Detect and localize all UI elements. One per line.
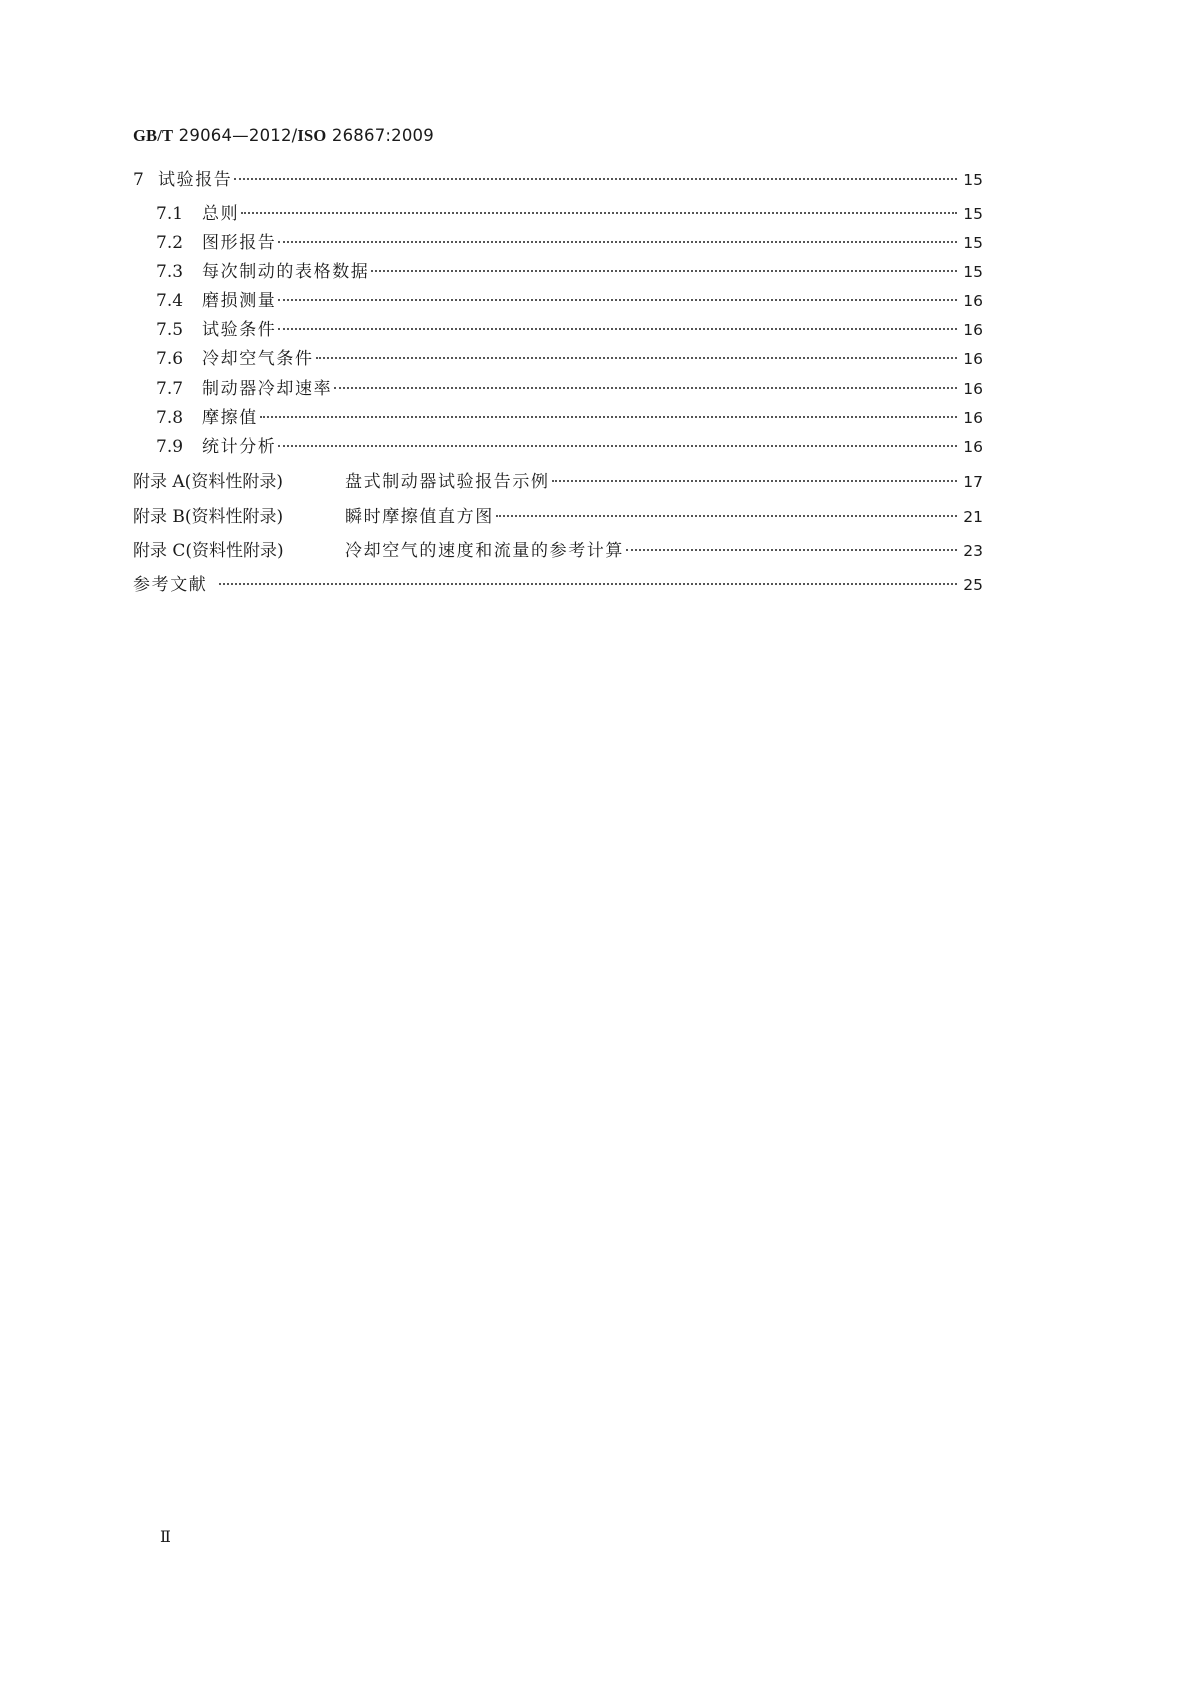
dot-leader bbox=[552, 480, 958, 482]
dot-leader bbox=[241, 212, 957, 214]
dot-leader bbox=[626, 549, 957, 551]
toc-entry-title: 统计分析 bbox=[202, 437, 277, 457]
toc-entry-bibliography[interactable] bbox=[133, 573, 983, 597]
toc-entry-page: 16 bbox=[963, 380, 983, 398]
toc-entry-title: 冷却空气条件 bbox=[202, 349, 314, 369]
standard-code-prefix: GB/T bbox=[133, 126, 174, 145]
toc-entry-page: 15 bbox=[963, 205, 983, 223]
toc-entry-number: 7.2 bbox=[156, 233, 184, 253]
toc-entry-page: 16 bbox=[963, 292, 983, 310]
toc-entry-page: 17 bbox=[963, 473, 983, 491]
toc-entry-page: 15 bbox=[963, 234, 983, 252]
toc-entry[interactable] bbox=[156, 260, 983, 284]
document-header bbox=[133, 126, 434, 146]
toc-entry-title: 图形报告 bbox=[202, 233, 277, 253]
toc-entry-page: 16 bbox=[963, 409, 983, 427]
toc-entry-number: 7 bbox=[133, 170, 144, 190]
toc-entry[interactable] bbox=[156, 231, 983, 255]
page-number: Ⅱ bbox=[160, 1527, 171, 1546]
dot-leader bbox=[219, 583, 957, 585]
toc-entry-number: 7.7 bbox=[156, 379, 184, 399]
toc-entry-number: 7.4 bbox=[156, 291, 184, 311]
toc-entry-annex-c[interactable] bbox=[133, 539, 983, 563]
toc-entry[interactable] bbox=[156, 289, 983, 313]
dot-leader bbox=[260, 416, 957, 418]
toc-entry-title: 磨损测量 bbox=[202, 291, 277, 311]
dot-leader bbox=[234, 178, 957, 180]
toc-entry-page: 21 bbox=[963, 508, 983, 526]
toc-entry-annex-a[interactable] bbox=[133, 470, 983, 494]
toc-entry-page: 23 bbox=[963, 542, 983, 560]
toc-entry-title: 盘式制动器试验报告示例 bbox=[345, 472, 550, 492]
dot-leader bbox=[278, 299, 957, 301]
toc-entry-title: 总则 bbox=[202, 204, 240, 224]
toc-entry-number: 附录 C(资料性附录) bbox=[133, 541, 284, 561]
toc-entry[interactable] bbox=[156, 377, 983, 401]
toc-entry-title: 摩擦值 bbox=[202, 408, 258, 428]
dot-leader bbox=[496, 515, 957, 517]
toc-entry-title: 冷却空气的速度和流量的参考计算 bbox=[345, 541, 624, 561]
iso-number: 26867:2009 bbox=[326, 126, 434, 145]
toc-entry-number: 7.5 bbox=[156, 320, 184, 340]
dot-leader bbox=[278, 241, 957, 243]
dot-leader bbox=[278, 445, 957, 447]
standard-number: 29064—2012/ bbox=[173, 126, 298, 145]
toc-entry-page: 15 bbox=[963, 171, 983, 189]
toc-entry-number: 附录 A(资料性附录) bbox=[133, 472, 283, 492]
toc-entry-page: 16 bbox=[963, 438, 983, 456]
toc-entry-title: 每次制动的表格数据 bbox=[202, 262, 370, 282]
toc-entry-title: 制动器冷却速率 bbox=[202, 379, 333, 399]
toc-entry-title: 瞬时摩擦值直方图 bbox=[345, 507, 494, 527]
toc-entry-title: 参考文献 bbox=[133, 575, 208, 595]
toc-entry-page: 16 bbox=[963, 350, 983, 368]
toc-entry[interactable] bbox=[133, 168, 983, 192]
toc-entry-page: 16 bbox=[963, 321, 983, 339]
toc-entry[interactable] bbox=[156, 406, 983, 430]
toc-entry-number: 7.3 bbox=[156, 262, 184, 282]
dot-leader bbox=[316, 357, 958, 359]
toc-entry-number: 7.1 bbox=[156, 204, 184, 224]
toc-entry-title: 试验报告 bbox=[158, 170, 233, 190]
toc-entry-page: 15 bbox=[963, 263, 983, 281]
toc-entry-number: 附录 B(资料性附录) bbox=[133, 507, 284, 527]
toc-entry-page: 25 bbox=[963, 576, 983, 594]
toc-entry-number: 7.6 bbox=[156, 349, 184, 369]
toc-entry[interactable] bbox=[156, 347, 983, 371]
toc-entry-annex-b[interactable] bbox=[133, 505, 983, 529]
iso-prefix: ISO bbox=[297, 126, 327, 145]
dot-leader bbox=[278, 328, 957, 330]
toc-entry[interactable] bbox=[156, 318, 983, 342]
toc-entry[interactable] bbox=[156, 435, 983, 459]
toc-entry-number: 7.9 bbox=[156, 437, 184, 457]
toc-entry-number: 7.8 bbox=[156, 408, 184, 428]
dot-leader bbox=[334, 387, 957, 389]
toc-entry[interactable] bbox=[156, 202, 983, 226]
dot-leader bbox=[371, 270, 957, 272]
toc-entry-title: 试验条件 bbox=[202, 320, 277, 340]
